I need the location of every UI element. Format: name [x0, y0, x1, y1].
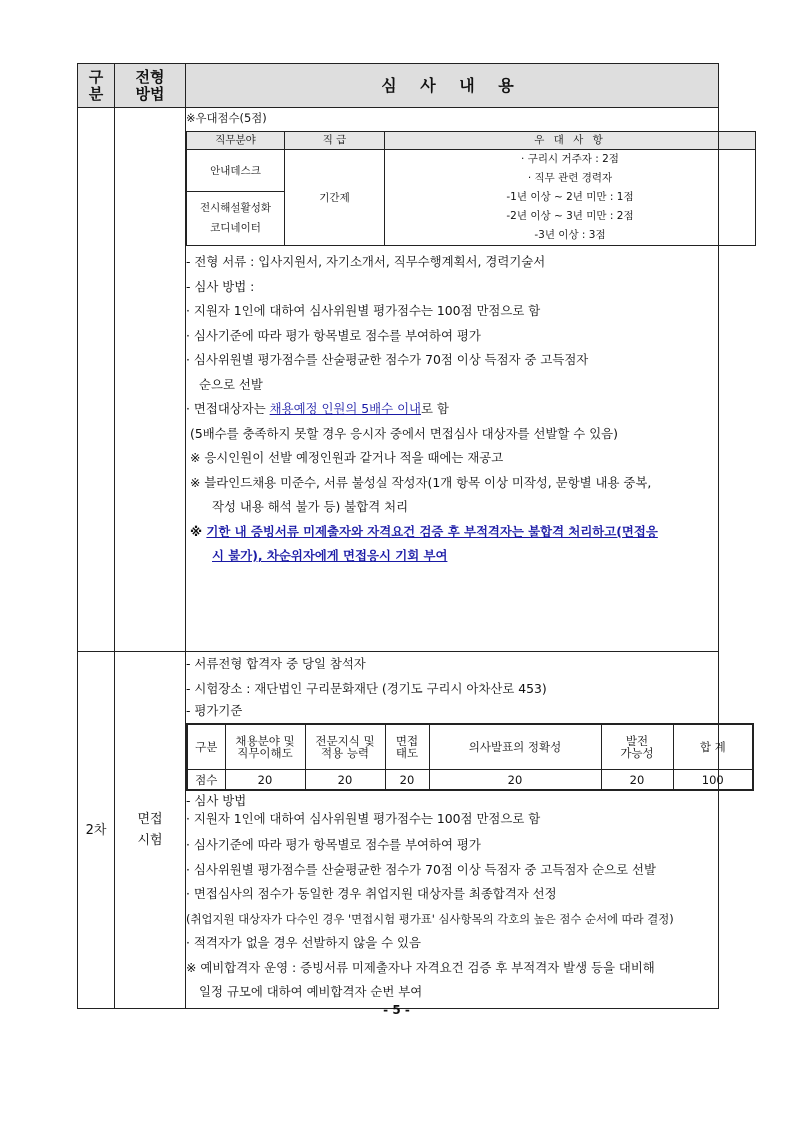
row1-stage: [78, 108, 115, 652]
pref-rank: 기간제: [285, 150, 385, 246]
bonus-title: ※우대점수(5점): [186, 111, 267, 125]
row1-method: [115, 108, 186, 652]
pref-field-desk: 안내데스크: [187, 150, 285, 192]
eval-header-understanding: 채용분야 및 직무이해도: [225, 724, 305, 770]
eval-value-total: 100: [673, 770, 753, 791]
eval-header-attitude: 면접 태도: [385, 724, 429, 770]
row2-line-3: - 평가기준: [186, 703, 243, 718]
interview-prefix: · 면접대상자는: [186, 401, 270, 416]
pref-item-5: -3년 이상 : 3점: [534, 229, 606, 241]
row2-content: [186, 652, 726, 1009]
interview-target-line: [186, 397, 718, 422]
row2-line-6: · 심사기준에 따라 평가 항목별로 점수를 부여하여 평가: [186, 837, 481, 852]
pref-header-items: 우 대 사 항: [385, 132, 756, 150]
eval-value-attitude: 20: [385, 770, 429, 791]
interview-limit-link: 채용예정 인원의 5배수 이내: [269, 401, 422, 416]
eval-header-accuracy: 의사발표의 정확성: [429, 724, 601, 770]
eval-header-total: 합 계: [673, 724, 753, 770]
row1-line-3: · 지원자 1인에 대하여 심사위원별 평가점수는 100점 만점으로 함: [186, 303, 541, 318]
screening-table: [77, 63, 726, 1009]
row1-line-10: 작성 내용 해석 불가 등) 불합격 처리: [212, 499, 409, 514]
row2-line-12: 일정 규모에 대하여 예비합격자 순번 부여: [199, 984, 423, 999]
row1-line-8: ※ 응시인원이 선발 예정인원과 같거나 적을 때에는 재공고: [190, 450, 504, 465]
row2-line-8: · 면접심사의 점수가 동일한 경우 취업지원 대상자를 최종합격자 선정: [186, 886, 557, 901]
pref-items: [385, 150, 756, 246]
eval-value-accuracy: 20: [429, 770, 601, 791]
warning-text-2: 시 불가), 차순위자에게 면접응시 기회 부여: [212, 548, 448, 563]
row2-line-4: - 심사 방법: [186, 793, 247, 808]
row1-line-2: - 심사 방법 :: [186, 278, 255, 294]
row2-line-10: · 적격자가 없을 경우 선발하지 않을 수 있음: [186, 935, 421, 950]
row1-line-7: (5배수를 충족하지 못할 경우 응시자 중에서 면접심사 대상자를 선발할 수 있음): [190, 425, 618, 441]
eval-header-expertise: 전문지식 및 적용 능력: [305, 724, 385, 770]
page-number: - 5 -: [383, 1003, 410, 1017]
row2-method: 면접 시험: [115, 652, 186, 1009]
pref-item-2: · 직무 관련 경력자: [527, 172, 613, 184]
row1-content: [186, 108, 719, 652]
interview-suffix: 로 함: [421, 401, 449, 416]
row2-line-2: - 시험장소 : 재단법인 구리문화재단 (경기도 구리시 아차산로 453): [186, 680, 547, 696]
eval-value-potential: 20: [601, 770, 673, 791]
row1-line-4: · 심사기준에 따라 평가 항목별로 점수를 부여하여 평가: [186, 327, 481, 343]
pref-item-1: · 구리시 거주자 : 2점: [521, 153, 619, 165]
warning-line-2: [186, 544, 718, 569]
pref-header-field: 직무분야: [187, 132, 285, 150]
row2-stage: 2차: [78, 652, 115, 1009]
eval-value-understanding: 20: [225, 770, 305, 791]
pref-header-rank: 직 급: [285, 132, 385, 150]
header-content: 심 사 내 용: [186, 64, 719, 108]
eval-header-category: 구분: [187, 724, 225, 770]
warning-mark: ※: [190, 523, 207, 539]
row1-line-9: ※ 블라인드채용 미준수, 서류 불성실 작성자(1개 항목 이상 미작성, 문항별 내용 중복,: [190, 474, 652, 490]
row1-line-5: · 심사위원별 평가점수를 산술평균한 점수가 70점 이상 득점자 중 고득점자: [186, 352, 589, 367]
pref-item-3: -1년 이상 ~ 2년 미만 : 1점: [506, 191, 634, 203]
row2-line-7: · 심사위원별 평가점수를 산술평균한 점수가 70점 이상 득점자 중 고득점자 순으로 선발: [186, 861, 656, 877]
row1-line-1: - 전형 서류 : 입사지원서, 자기소개서, 직무수행계획서, 경력기술서: [186, 254, 546, 269]
pref-item-4: -2년 이상 ~ 3년 미만 : 2점: [506, 210, 634, 222]
row2-line-9: (취업지원 대상자가 다수인 경우 '면접시험 평가표' 심사항목의 각호의 높은 점수 순서에 따라 결정): [186, 911, 674, 926]
eval-value-expertise: 20: [305, 770, 385, 791]
eval-header-potential: 발전 가능성: [601, 724, 673, 770]
row1-line-6: 순으로 선발: [199, 376, 263, 392]
evaluation-table: [186, 723, 754, 791]
row2-line-1: - 서류전형 합격자 중 당일 참석자: [186, 656, 366, 671]
header-method: 전형 방법: [115, 64, 186, 108]
pref-field-docent: 전시해설활성화 코디네이터: [187, 191, 285, 245]
preference-table: [186, 131, 756, 246]
eval-value-label: 점수: [187, 770, 225, 791]
header-stage: 구 분: [78, 64, 115, 108]
row2-line-5: · 지원자 1인에 대하여 심사위원별 평가점수는 100점 만점으로 함: [186, 811, 541, 826]
warning-line-1: [186, 520, 718, 545]
warning-text-1: 기한 내 증빙서류 미제출자와 자격요건 검증 후 부적격자는 불합격 처리하고(면접응: [206, 523, 658, 539]
row2-line-11: ※ 예비합격자 운영 : 증빙서류 미제출자나 자격요건 검증 후 부적격자 발생 등을 대비해: [186, 959, 655, 975]
